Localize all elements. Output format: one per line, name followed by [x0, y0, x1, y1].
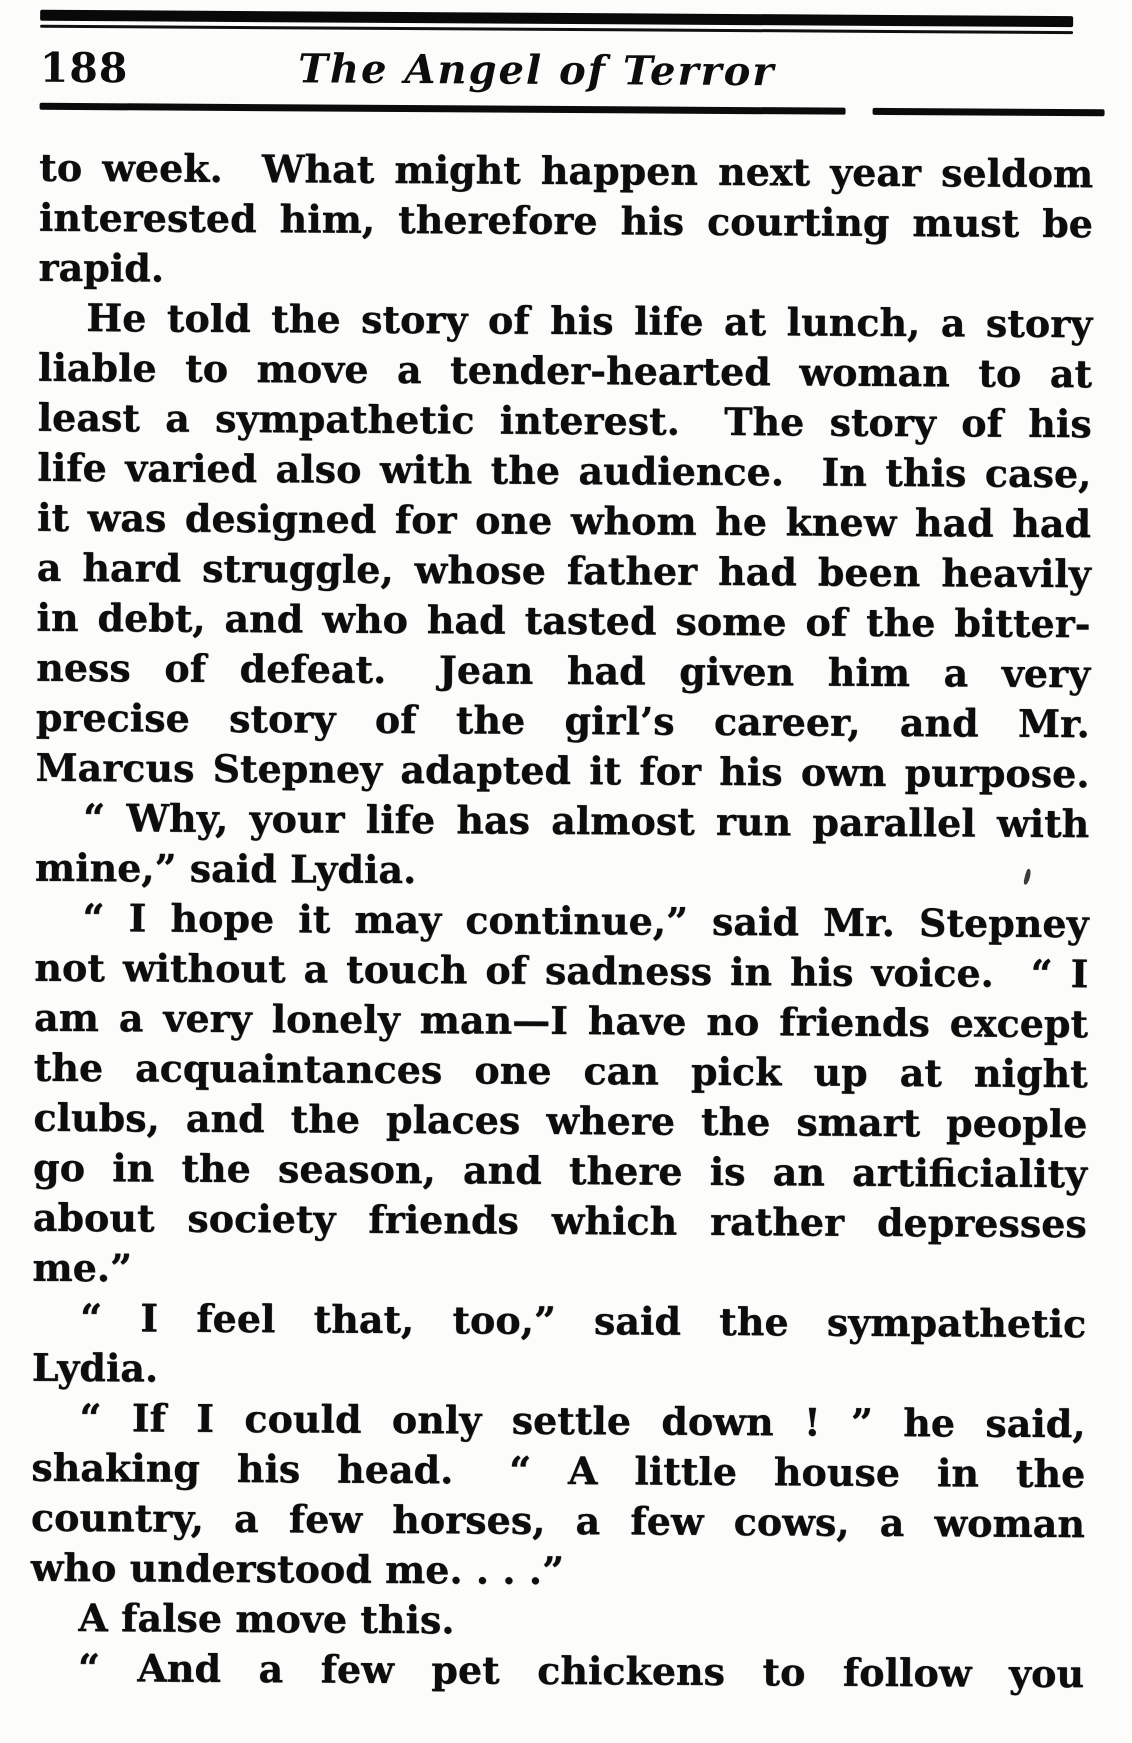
text-line: mine,” said Lydia.: [34, 844, 417, 893]
page-number: 188: [39, 43, 129, 93]
text-line: A false move this.: [78, 1595, 455, 1643]
text-line: not without a touch of sadness in his voice. “ I: [34, 944, 1089, 997]
text-line: country, a few horses, a few cows, a woman: [30, 1494, 1086, 1547]
text-line: ness of defeat. Jean had given him a very: [36, 644, 1091, 697]
text-line: Marcus Stepney adapted it for his own purpose.: [35, 744, 1090, 797]
page-content: [30, 10, 1094, 1699]
text-line: a hard struggle, whose father had been heavily: [36, 544, 1091, 597]
text-line: go in the season, and there is an artificiality: [32, 1144, 1088, 1197]
text-line: the acquaintances one can pick up at night: [33, 1044, 1088, 1097]
text-line: Lydia.: [31, 1344, 159, 1391]
text-line: clubs, and the places where the smart people: [33, 1094, 1088, 1147]
text-line: me.”: [32, 1244, 133, 1291]
top-rule-thick-bar: [40, 10, 1073, 27]
text-line: interested him, therefore his courting must be: [38, 194, 1094, 247]
text-line: “ I feel that, too,” said the sympathetic: [80, 1295, 1087, 1347]
header-rule-right-segment: [872, 108, 1104, 116]
text-line: who understood me. . . .”: [30, 1544, 565, 1594]
text-line: about society friends which rather depresses: [32, 1194, 1087, 1247]
top-double-rule: [40, 10, 1073, 34]
text-line: shaking his head. “ A little house in the: [31, 1444, 1086, 1497]
text-line: least a sympathetic interest. The story of his: [37, 394, 1092, 447]
running-title: The Angel of Terror: [298, 45, 776, 96]
text-line: to week. What might happen next year seldom: [39, 144, 1094, 197]
header-rule-left-segment: [40, 103, 846, 115]
header-rule: [40, 103, 1105, 117]
text-line: He told the story of his life at lunch, a story: [86, 295, 1093, 347]
text-line: “ Why, your life has almost run parallel with: [83, 795, 1090, 847]
text-line: liable to move a tender-hearted woman to at: [37, 344, 1093, 397]
text-line: “ I hope it may continue,” said Mr. Stepney: [82, 895, 1089, 947]
text-line: life varied also with the audience. In this case,: [37, 444, 1092, 497]
top-rule-thin-bar: [40, 25, 1073, 34]
page-text: [30, 143, 1093, 1699]
text-line: am a very lonely man—I have no friends except: [33, 994, 1089, 1047]
text-line: in debt, and who had tasted some of the bitter-: [36, 594, 1091, 647]
text-line: “ And a few pet chickens to follow you: [77, 1645, 1085, 1697]
text-line: “ If I could only settle down ! ” he said,: [79, 1395, 1086, 1447]
text-line: it was designed for one whom he knew had had: [36, 494, 1092, 547]
page-header: [40, 37, 1094, 105]
text-line: precise story of the girl’s career, and Mr.: [35, 694, 1090, 747]
text-line: rapid.: [38, 244, 165, 291]
header-rule-gap: [846, 108, 872, 115]
